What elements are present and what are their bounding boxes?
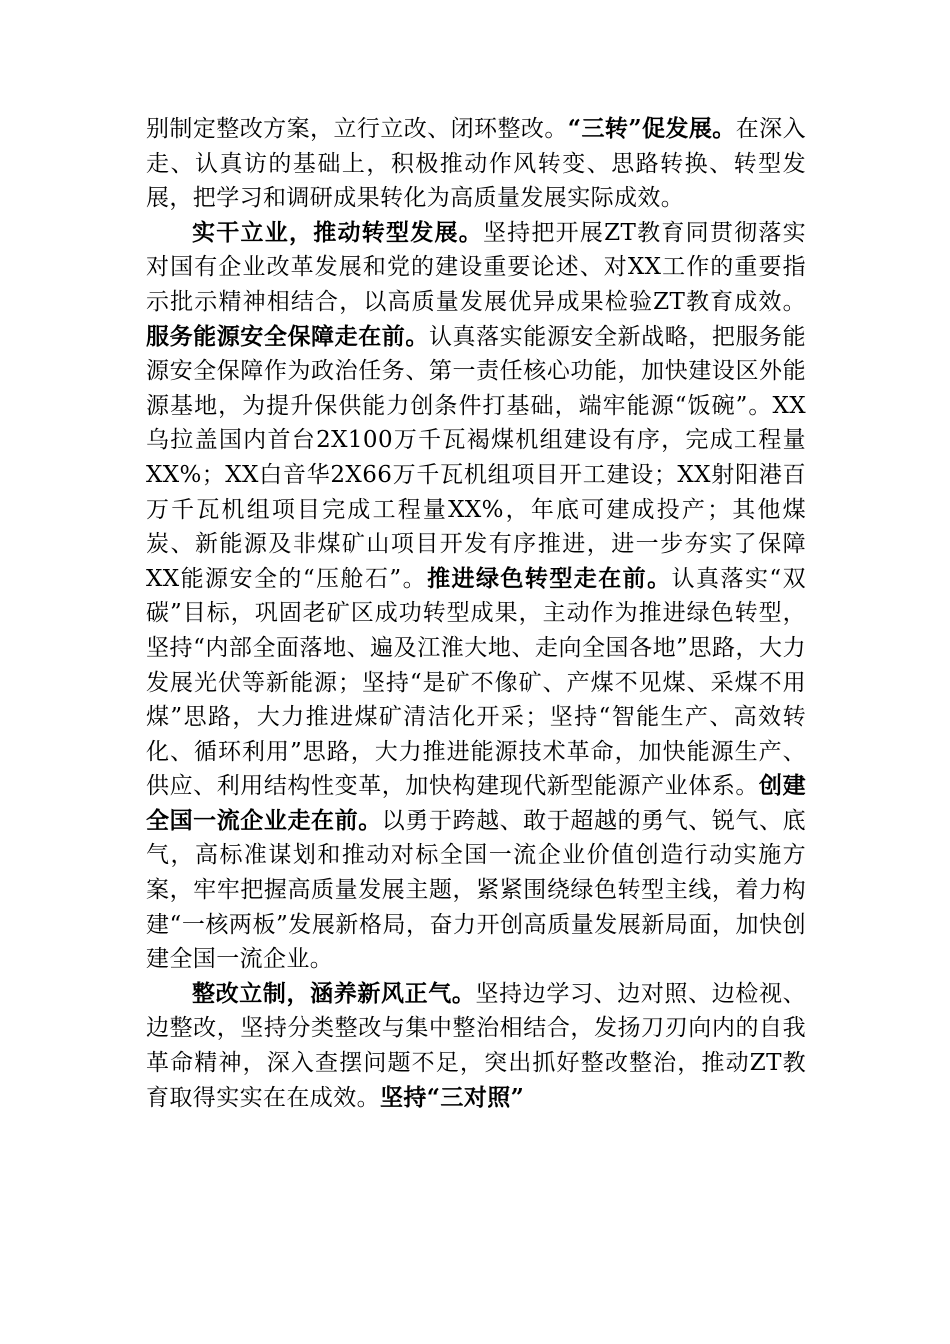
paragraph-1 xyxy=(146,112,806,216)
paragraph-1-run-1: 别制定整改方案，立行立改、闭环整改。 xyxy=(146,116,568,142)
paragraph-2-run-2: 坚持把开展ZT教育同贯彻落实对国有企业改革发展和党的建设重要论述、对XX工作的重要指示批示精神相结合，以高质量发展优异成果检验ZT教育成效。 xyxy=(146,219,806,315)
paragraph-3 xyxy=(146,977,806,1115)
paragraph-2-heading-energy-security: 服务能源安全保障走在前。 xyxy=(146,322,429,350)
paragraph-1-heading-san-zhuan: “三转”促发展。 xyxy=(567,115,736,142)
paragraph-2-run-8: 以勇于跨越、敢于超越的勇气、锐气、底气，高标准谋划和推动对标全国一流企业价值创造行动实施方案，牢牢把握高质量发展主题，紧紧围绕绿色转型主线，着力构建“一核两板”发展新格局，奋力开创高质量发展新局面，加快创建全国一流企业。 xyxy=(146,807,807,973)
paragraph-2-heading-first-class-enterprise: 创建全国一流企业走在前。 xyxy=(146,772,806,834)
paragraph-2-run-6: 认真落实“双碳”目标，巩固老矿区成功转型成果，主动作为推进绿色转型，坚持“内部全面落地、遍及江淮大地、走向全国各地”思路，大力发展光伏等新能源；坚持“是矿不像矿、产煤不见煤、采煤不用煤”思路，大力推进煤矿清洁化开采；坚持“智能生产、高效转化、循环利用”思路，大力推进能源技术革命，加快能源生产、供应、利用结构性变革，加快构建现代新型能源产业体系。 xyxy=(146,565,807,800)
paragraph-2-heading-shigan-liye: 实干立业，推动转型发展。 xyxy=(192,218,483,246)
document-page xyxy=(146,112,806,1115)
paragraph-3-run-2: 坚持边学习、边对照、边检视、边整改，坚持分类整改与集中整治相结合，发扬刀刃向内的自我革命精神，深入查摆问题不足，突出抓好整改整治，推动ZT教育取得实实在在成效。 xyxy=(146,980,806,1111)
paragraph-1-run-3: 在深入走、认真访的基础上，积极推动作风转变、思路转换、转型发展，把学习和调研成果转化为高质量发展实际成效。 xyxy=(146,116,807,212)
paragraph-3-heading-san-duizhao: 坚持“三对照” xyxy=(380,1083,525,1111)
paragraph-2-run-4: 认真落实能源安全新战略，把服务能源安全保障作为政治任务、第一责任核心功能，加快建设区外能源基地，为提升保供能力创条件打基础，端牢能源“饭碗”。XX乌拉盖国内首台2X100万千瓦褐煤机组建设有序，完成工程量XX%；XX白音华2X66万千瓦机组项目开工建设；XX射阳港百万千瓦机组项目完成工程量XX%，年底可建成投产；其他煤炭、新能源及非煤矿山项目开发有序推进，进一步夯实了保障XX能源安全的“压舱石”。 xyxy=(146,323,806,592)
paragraph-3-heading-rectification: 整改立制，涵养新风正气。 xyxy=(192,979,476,1007)
paragraph-2-heading-green-transition: 推进绿色转型走在前。 xyxy=(427,564,672,592)
paragraph-2 xyxy=(146,216,806,977)
